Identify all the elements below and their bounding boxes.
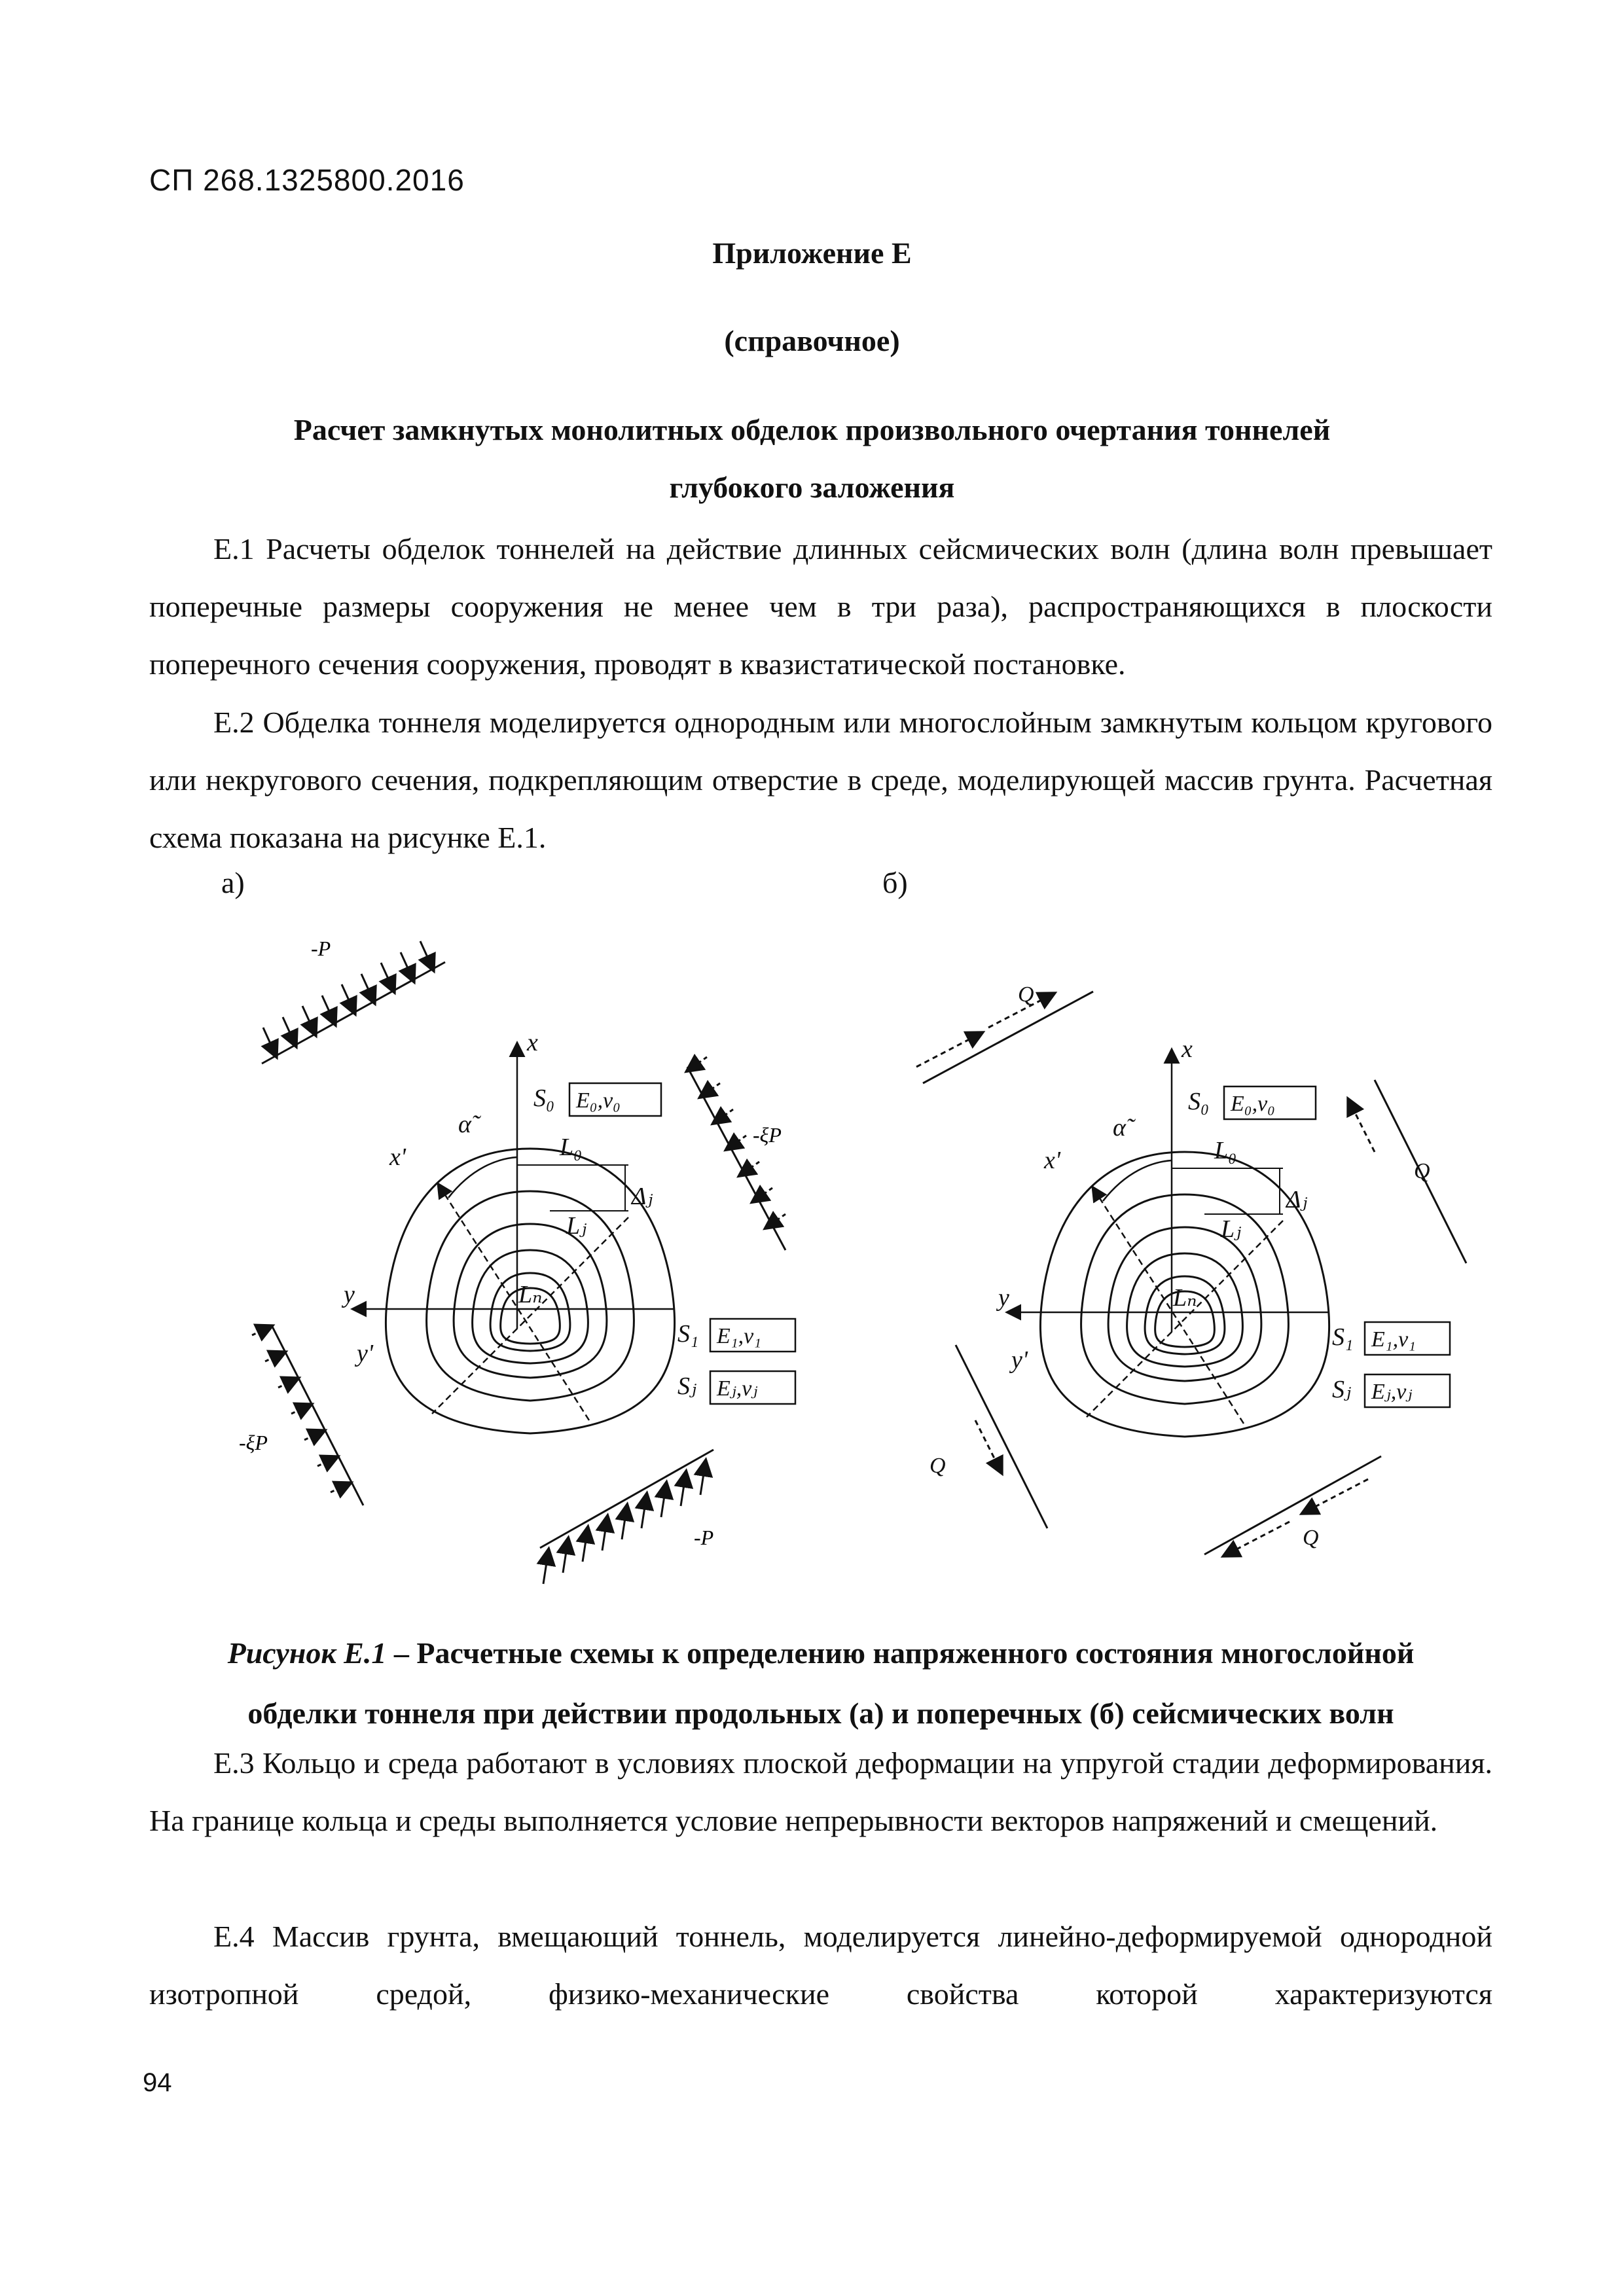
lj-label: Lⱼ: [1221, 1215, 1242, 1243]
load-left-label: Q: [929, 1454, 946, 1478]
l0-label: L₀: [1214, 1137, 1237, 1164]
page-number: 94: [143, 2068, 172, 2097]
axis-y-label: y: [344, 1281, 355, 1308]
ln-label: Lₙ: [518, 1281, 543, 1308]
s0-label: S₀: [1188, 1088, 1210, 1115]
figure-label-a: а): [221, 866, 245, 899]
caption-dash: –: [386, 1636, 417, 1670]
section-heading-line1: Расчет замкнутых монолитных обделок произвольного очертания тоннелей: [293, 413, 1331, 446]
load-top-label: -P: [311, 937, 331, 960]
s1-label: S₁: [1332, 1323, 1354, 1351]
figure-caption: [149, 1623, 1492, 1744]
axis-y-label: y: [998, 1284, 1009, 1312]
axis-x-label: x: [527, 1029, 538, 1056]
sj-label: Sⱼ: [677, 1372, 697, 1400]
load-right-label: -ξP: [753, 1123, 782, 1147]
caption-line1: [149, 1623, 1492, 1683]
s1-properties: E₁,ν₁: [1371, 1327, 1416, 1352]
paragraph-e1: Е.1 Расчеты обделок тоннелей на действие длинных сейсмических волн (длина волн превышает поперечные размеры сооружения не менее чем в три раза), распространяющихся в плоскости поперечного сечения сооружения, проводят в квазистатической постановке.: [149, 532, 1492, 681]
appendix-title: Приложение Е: [712, 236, 912, 270]
ln-label: Lₙ: [1173, 1284, 1197, 1312]
figure-label-b: б): [882, 866, 908, 899]
lj-label: Lⱼ: [566, 1212, 587, 1240]
axis-x-rot-label: x': [1044, 1147, 1060, 1174]
caption-prefix: Рисунок Е.1: [227, 1636, 387, 1670]
axis-x-label: x: [1182, 1035, 1193, 1063]
l0-label: L₀: [560, 1134, 583, 1161]
sj-properties: Eⱼ,νⱼ: [1371, 1380, 1413, 1404]
s1-properties: E₁,ν₁: [717, 1324, 761, 1348]
load-top-label: Q: [1018, 982, 1034, 1007]
sj-properties: Eⱼ,νⱼ: [717, 1376, 758, 1401]
delta-label: Δⱼ: [1286, 1186, 1308, 1213]
document-code: СП 268.1325800.2016: [149, 163, 465, 197]
diagram-b-transverse-waves: [897, 916, 1486, 1597]
delta-label: Δⱼ: [632, 1183, 653, 1210]
load-left-label: -ξP: [239, 1431, 268, 1454]
load-bottom-label: -P: [694, 1526, 714, 1549]
diagram-a-longitudinal-waves: [236, 916, 825, 1597]
s1-label: S₁: [677, 1320, 699, 1348]
appendix-status: (справочное): [724, 324, 900, 357]
s0-properties: E₀,ν₀: [576, 1088, 621, 1113]
angle-label: α̃: [458, 1111, 471, 1138]
angle-label: α̃: [1113, 1114, 1126, 1141]
axis-y-rot-label: y': [357, 1340, 373, 1367]
paragraph-e2: Е.2 Обделка тоннеля моделируется однородным или многослойным замкнутым кольцом кругового или некругового сечения, подкрепляющим отверстие в среде, моделирующей массив грунта. Расчетная схема показана на рисунке Е.1.: [149, 706, 1492, 854]
load-bottom-label: Q: [1303, 1526, 1319, 1550]
s0-label: S₀: [533, 1085, 555, 1112]
paragraph-e4: Е.4 Массив грунта, вмещающий тоннель, моделируется линейно-деформируемой однородной изотропной средой, физико-механические свойства которой характеризуются: [149, 1920, 1492, 2011]
paragraph-e3: Е.3 Кольцо и среда работают в условиях плоской деформации на упругой стадии деформирования. На границе кольца и среды выполняется условие непрерывности векторов напряжений и смещений.: [149, 1746, 1492, 1837]
axis-y-rot-label: y': [1011, 1346, 1028, 1374]
section-heading-line2: глубокого заложения: [669, 471, 955, 504]
load-right-label: Q: [1414, 1159, 1430, 1183]
caption-line2: обделки тоннеля при действии продольных (а) и поперечных (б) сейсмических волн: [247, 1696, 1394, 1730]
sj-label: Sⱼ: [1332, 1376, 1352, 1403]
s0-properties: E₀,ν₀: [1231, 1092, 1275, 1116]
caption-text-1: Расчетные схемы к определению напряженного состояния многослойной: [416, 1636, 1415, 1670]
axis-x-rot-label: x': [389, 1143, 406, 1171]
